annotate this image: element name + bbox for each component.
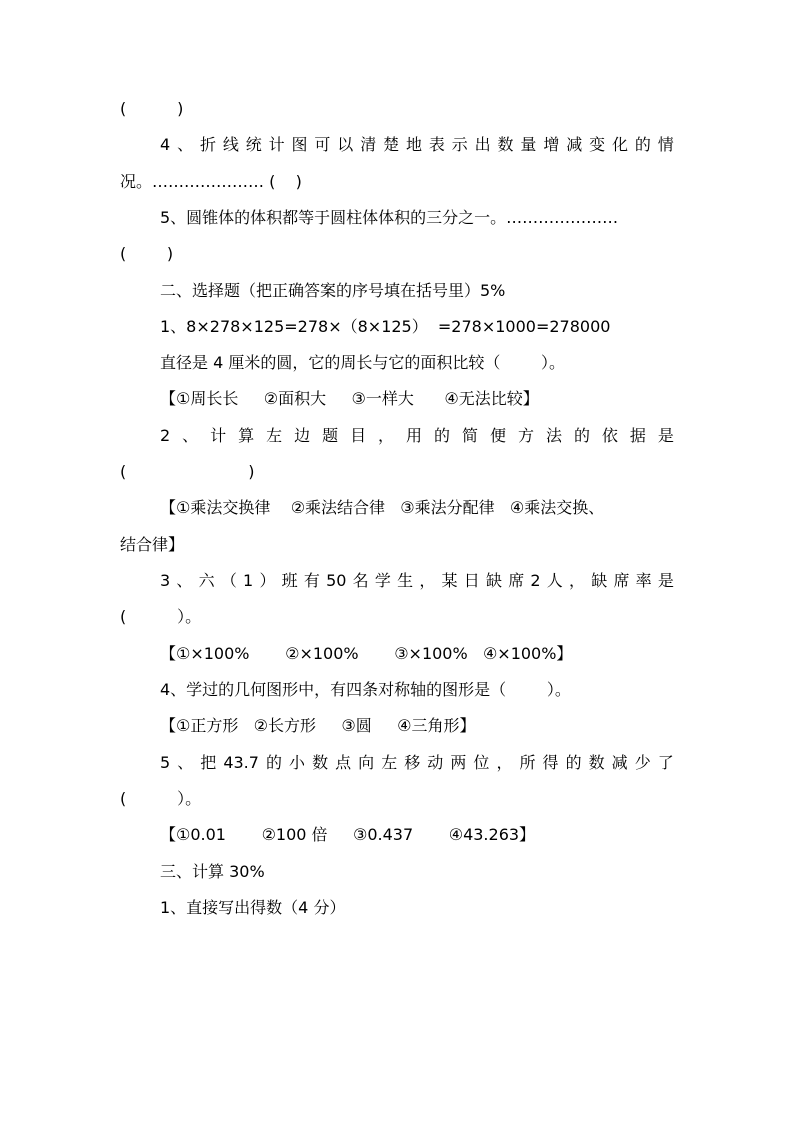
text-glyph: 的 — [573, 426, 590, 445]
text-glyph: 某 — [441, 571, 458, 590]
text-glyph: 依 — [601, 426, 618, 445]
text-glyph: ， — [496, 753, 513, 772]
text-glyph: 是 — [657, 426, 674, 445]
text-glyph: 3 — [160, 571, 171, 590]
choice-3-line-1 — [160, 571, 674, 591]
choice-5-options: 【①0.01 ②100 倍 ③0.437 ④43.263】 — [160, 825, 536, 844]
text-glyph: 情 — [657, 135, 674, 154]
text-glyph: （ — [220, 571, 237, 590]
text-glyph: 5 — [160, 753, 171, 772]
text-glyph: 43.7 — [223, 753, 259, 772]
text-glyph: 、 — [182, 426, 199, 445]
text-glyph: 边 — [294, 426, 311, 445]
text-glyph: 计 — [210, 426, 227, 445]
choice-2-line-1 — [160, 426, 674, 446]
calc-1-heading: 1、直接写出得数（4 分） — [160, 898, 346, 917]
text-glyph: 移 — [404, 753, 421, 772]
text-glyph: 可 — [314, 135, 331, 154]
text-glyph: 数 — [588, 753, 605, 772]
choice-1-equation: 1、8×278×125=278×（8×125） =278×1000=278000 — [160, 317, 611, 336]
text-glyph: 小 — [289, 753, 306, 772]
text-glyph: 动 — [427, 753, 444, 772]
choice-1-options: 【①周长长 ②面积大 ③一样大 ④无法比较】 — [160, 389, 539, 408]
text-glyph: 数 — [312, 753, 329, 772]
text-glyph: 班 — [281, 571, 298, 590]
question-5-line-1: 5、圆锥体的体积都等于圆柱体体积的三分之一。………………… — [160, 208, 619, 227]
text-glyph: 左 — [266, 426, 283, 445]
answer-blank-5: ( ) — [120, 244, 174, 263]
text-glyph: 用 — [406, 426, 423, 445]
answer-blank-1: ( ) — [120, 99, 184, 118]
text-glyph: 是 — [657, 571, 674, 590]
text-glyph: 的 — [265, 753, 282, 772]
text-glyph: 得 — [542, 753, 559, 772]
text-glyph: 六 — [198, 571, 215, 590]
answer-blank-choice-3: ( ）。 — [120, 607, 202, 626]
text-glyph: 线 — [222, 135, 239, 154]
text-glyph: 的 — [434, 426, 451, 445]
text-glyph: 两 — [450, 753, 467, 772]
text-glyph: 统 — [245, 135, 262, 154]
choice-4-options: 【①正方形 ②长方形 ③圆 ④三角形】 — [160, 716, 476, 735]
text-glyph: 50 — [326, 571, 347, 590]
text-glyph: 席 — [508, 571, 525, 590]
text-glyph: 的 — [634, 135, 651, 154]
question-4-line-1 — [160, 135, 674, 155]
choice-2-options-cont: 结合律】 — [120, 535, 185, 554]
text-glyph: 所 — [519, 753, 536, 772]
text-glyph: 、 — [177, 753, 194, 772]
choice-4-question: 4、学过的几何图形中，有四条对称轴的图形是（ ）。 — [160, 680, 571, 699]
text-glyph: 少 — [634, 753, 651, 772]
text-glyph: 清 — [360, 135, 377, 154]
text-glyph: 学 — [374, 571, 391, 590]
text-glyph: 目 — [350, 426, 367, 445]
text-glyph: 地 — [405, 135, 422, 154]
text-glyph: 率 — [635, 571, 652, 590]
answer-blank-choice-5: ( ）。 — [120, 789, 202, 808]
choice-2-options: 【①乘法交换律 ②乘法结合律 ③乘法分配律 ④乘法交换、 — [160, 498, 605, 517]
text-glyph: 缺 — [485, 571, 502, 590]
question-4-line-2: 况。………………… ( ) — [120, 172, 302, 191]
text-glyph: 便 — [489, 426, 506, 445]
text-glyph: 2 — [160, 426, 171, 445]
text-glyph: 生 — [397, 571, 414, 590]
answer-blank-choice-2: ( ) — [120, 462, 255, 481]
text-glyph: 位 — [473, 753, 490, 772]
text-glyph: 数 — [497, 135, 514, 154]
text-glyph: 名 — [352, 571, 369, 590]
text-glyph: 有 — [303, 571, 320, 590]
text-glyph: 表 — [428, 135, 445, 154]
text-glyph: 楚 — [383, 135, 400, 154]
text-glyph: 1 — [243, 571, 254, 590]
text-glyph: 2 — [530, 571, 541, 590]
text-glyph: 变 — [589, 135, 606, 154]
text-glyph: 简 — [462, 426, 479, 445]
text-glyph: 、 — [177, 135, 194, 154]
text-glyph: 题 — [322, 426, 339, 445]
text-glyph: 4 — [160, 135, 171, 154]
text-glyph: 了 — [657, 753, 674, 772]
text-glyph: 点 — [335, 753, 352, 772]
text-glyph: 把 — [200, 753, 217, 772]
text-glyph: 出 — [474, 135, 491, 154]
text-glyph: 方 — [517, 426, 534, 445]
text-glyph: ， — [569, 571, 586, 590]
text-glyph: 人 — [546, 571, 563, 590]
choice-3-options: 【①×100% ②×100% ③×100% ④×100%】 — [160, 644, 573, 663]
text-glyph: 向 — [358, 753, 375, 772]
text-glyph: 以 — [337, 135, 354, 154]
text-glyph: 折 — [199, 135, 216, 154]
text-glyph: 、 — [176, 571, 193, 590]
text-glyph: 算 — [238, 426, 255, 445]
text-glyph: 化 — [611, 135, 628, 154]
text-glyph: 计 — [268, 135, 285, 154]
text-glyph: ， — [419, 571, 436, 590]
text-glyph: 量 — [520, 135, 537, 154]
text-glyph: 据 — [629, 426, 646, 445]
text-glyph: 缺 — [591, 571, 608, 590]
text-glyph: 图 — [291, 135, 308, 154]
section-3-heading: 三、计算 30% — [160, 862, 265, 881]
text-glyph: 的 — [565, 753, 582, 772]
text-glyph: 减 — [566, 135, 583, 154]
text-glyph: 席 — [613, 571, 630, 590]
text-glyph: ， — [378, 426, 395, 445]
text-glyph: 减 — [611, 753, 628, 772]
section-2-heading: 二、选择题（把正确答案的序号填在括号里）5% — [160, 281, 506, 300]
text-glyph: 左 — [381, 753, 398, 772]
choice-5-line-1 — [160, 753, 674, 773]
text-glyph: 日 — [463, 571, 480, 590]
text-glyph: 法 — [545, 426, 562, 445]
choice-1-question: 直径是 4 厘米的圆，它的周长与它的面积比较（ ）。 — [160, 353, 566, 372]
text-glyph: 增 — [543, 135, 560, 154]
text-glyph: 示 — [451, 135, 468, 154]
text-glyph: ） — [259, 571, 276, 590]
